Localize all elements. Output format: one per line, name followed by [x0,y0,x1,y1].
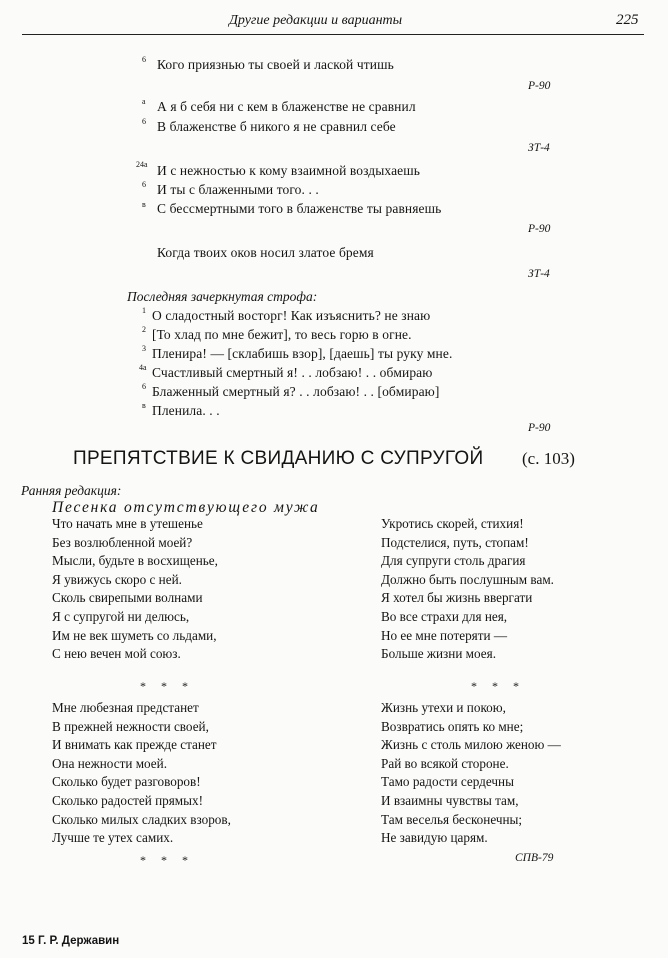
poem-title: Песенка отсутствующего мужа [52,499,320,516]
page-ref: (с. 103) [522,449,575,468]
verse-line: Жизнь с столь милою женою — [381,737,561,753]
crossed-out-line: Счастливый смертный я! . . лобзаю! . . обмираю [152,365,433,380]
header-rule [22,34,644,35]
line-marker: 4а [139,363,147,372]
variant-line: И с нежностью к кому взаимной воздыхаешь [157,163,421,178]
variant-marker: 6 [142,55,146,64]
section-title: ПРЕПЯТСТВИЕ К СВИДАНИЮ С СУПРУГОЙ [73,448,484,469]
source-ref: ЗТ-4 [528,142,550,154]
variant-line: А я б себя ни с кем в блаженстве не сравнил [157,99,416,114]
stanza-separator: * * * [471,679,525,693]
variant-line: Когда твоих оков носил златое бремя [157,245,374,260]
crossed-out-line: Блаженный смертный я? . . лобзаю! . . [обмираю] [152,384,440,399]
verse-line: Не завидую царям. [381,830,488,846]
line-marker: 1 [142,306,146,315]
verse-line: Что начать мне в утешенье [52,516,203,531]
verse-line: Возвратись опять ко мне; [381,718,524,734]
running-header: Другие редакции и варианты [229,13,403,28]
variant-line: В блаженстве б никого я не сравнил себе [157,119,396,134]
variant-marker: в [142,200,146,209]
variant-line: Кого приязнью ты своей и лаской чтишь [157,57,394,72]
early-redaction-label: Ранняя редакция: [21,483,122,498]
verse-line: Я с супругой ни делюсь, [52,608,190,624]
verse-line: Я увижусь скоро с ней. [52,571,182,587]
verse-line: Но ее мне потеряти — [381,627,508,643]
variant-line: С бессмертными того в блаженстве ты равняешь [157,201,442,216]
verse-line: Сколько радостей прямых! [52,792,203,808]
crossed-out-line: Пленира! — [склабишь взор], [даешь] ты руку мне. [152,346,453,361]
verse-line: Тамо радости сердечны [381,774,514,790]
verse-line: Больше жизни моея. [381,646,496,662]
verse-line: Я хотел бы жизнь ввергати [381,590,533,606]
source-ref: Р-90 [528,223,551,235]
stanza-3 [52,700,231,849]
verse-line: И внимать как прежде станет [52,737,217,753]
source-ref: СПВ-79 [515,852,554,864]
variant-marker: 24а [136,160,148,169]
stanza-2 [381,516,554,665]
verse-line: Лучше те утех самих. [52,830,174,846]
variant-marker: 6 [142,180,146,189]
crossed-out-line: О сладостный восторг! Как изъяснить? не знаю [152,308,431,323]
verse-line: Подстелися, путь, стопам! [381,534,529,550]
verse-line: Мысли, будьте в восхищенье, [52,553,218,569]
variant-marker: 6 [142,117,146,126]
verse-line: Укротись скорей, стихия! [381,516,524,531]
line-marker: 2 [142,325,146,334]
verse-line: Она нежности моей. [52,755,168,771]
stanza-separator: * * * [140,853,194,867]
verse-line: В прежней нежности своей, [52,718,209,734]
crossed-out-line: [То хлад по мне бежит], то весь горю в огне. [152,327,412,342]
stanza-4 [381,700,561,849]
verse-line: Жизнь утехи и покою, [381,700,506,715]
verse-line: Сколь свирепыми волнами [52,590,203,606]
variant-line: И ты с блаженными того. . . [157,182,319,197]
verse-line: Сколько будет разговоров! [52,774,201,790]
source-ref: Р-90 [528,80,551,92]
verse-line: Сколько милых сладких взоров, [52,811,231,827]
source-ref: Р-90 [528,422,551,434]
page-number: 225 [616,12,639,28]
verse-line: Для супруги столь драгия [381,553,526,569]
verse-line: Мне любезная предстанет [52,700,199,715]
verse-line: Без возлюбленной моей? [52,534,193,550]
signature-footer: 15 Г. Р. Державин [22,935,120,947]
crossed-out-label: Последняя зачеркнутая строфа: [127,289,318,304]
stanza-separator: * * * [140,679,194,693]
verse-line: Рай во всякой стороне. [381,755,509,771]
verse-line: И взаимны чувствы там, [381,792,519,808]
verse-line: Им не век шуметь со льдами, [52,627,217,643]
line-marker: 6 [142,382,146,391]
variant-marker: а [142,97,146,106]
line-marker: в [142,401,146,410]
verse-line: Во все страхи для нея, [381,608,508,624]
verse-line: Там веселья бесконечны; [381,811,523,827]
line-marker: 3 [142,344,146,353]
source-ref: ЗТ-4 [528,268,550,280]
crossed-out-line: Пленила. . . [152,403,220,418]
verse-line: Должно быть послушным вам. [381,571,554,587]
verse-line: С нею вечен мой союз. [52,646,181,662]
stanza-1 [52,516,218,665]
